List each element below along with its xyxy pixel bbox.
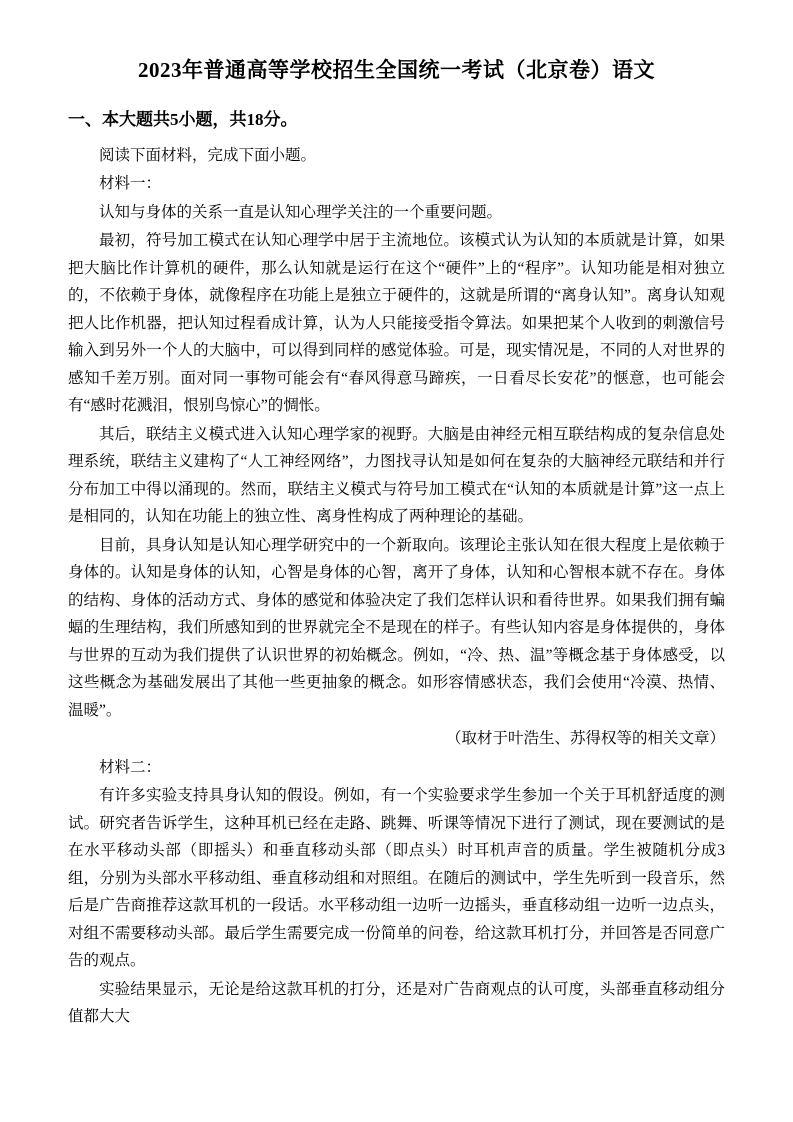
material-one-paragraph-2: 最初，符号加工模式在认知心理学中居于主流地位。该模式认为认知的本质就是计算，如果把大脑比作计算机的硬件，那么认知就是运行在这个“硬件”上的“程序”。认知功能是相对独立的，不依赖于身体，就像程序在功能上是独立于硬件的，这就是所谓的“离身认知”。离身认知观把人比作机器，把认知过程看成计算，认为人只能接受指令算法。如果把某个人收到的刺激信号输入到另外一个人的大脑中，可以得到同样的感觉体验。可是，现实情况是，不同的人对世界的感知千差万别。面对同一事物可能会有“春风得意马蹄疾，一日看尽长安花”的惬意，也可能会有“感时花溅泪，恨别鸟惊心”的惆怅。 — [68, 232, 725, 415]
material-one-label: 材料一： — [99, 175, 162, 193]
material-two-label: 材料二： — [99, 758, 162, 776]
material-two-paragraph-1: 有许多实验支持具身认知的假设。例如，有一个实验要求学生参加一个关于耳机舒适度的测试。研究者告诉学生，这种耳机已经在走路、跳舞、听课等情况下进行了测试，现在要测试的是在水平移动头部（即摇头）和垂直移动头部（即点头）时耳机声音的质量。学生被随机分成3组，分别为头部水平移动组、垂直移动组和对照组。在随后的测试中，学生先听到一段音乐，然后是广告商推荐这款耳机的一段话。水平移动组一边听一边摇头，垂直移动组一边听一边点头，对组不需要移动头部。最后学生需要完成一份简单的问卷，给这款耳机打分，并回答是否同意广告的观点。 — [68, 787, 725, 970]
material-two-paragraph-2: 实验结果显示，无论是给这款耳机的打分，还是对广告商观点的认可度，头部垂直移动组分值都大大 — [68, 980, 725, 1026]
section-heading: 一、本大题共5小题，共18分。 — [68, 110, 298, 130]
material-one-paragraph-3: 其后，联结主义模式进入认知心理学家的视野。大脑是由神经元相互联结构成的复杂信息处理系统，联结主义建构了“人工神经网络”，力图找寻认知是如何在复杂的大脑神经元联结和并行分布加工中得以涌现的。然而，联结主义模式与符号加工模式在“认知的本质就是计算”这一点上是相同的，认知在功能上的独立性、离身性构成了两种理论的基础。 — [68, 425, 725, 526]
material-one-paragraph-4: 目前，具身认知是认知心理学研究中的一个新取向。该理论主张认知在很大程度上是依赖于身体的。认知是身体的认知，心智是身体的心智，离开了身体，认知和心智根本就不存在。身体的结构、身体的活动方式、身体的感觉和体验决定了我们怎样认识和看待世界。如果我们拥有蝙蝠的生理结构，我们所感知到的世界就完全不是现在的样子。有些认知内容是身体提供的，身体与世界的互动为我们提供了认识世界的初始概念。例如，“冷、热、温”等概念基于身体感受，以这些概念为基础发展出了其他一些更抽象的概念。如形容情感状态，我们会使用“冷漠、热情、温暖”。 — [68, 536, 725, 719]
reading-instruction: 阅读下面材料，完成下面小题。 — [99, 146, 317, 164]
material-one-paragraph-1: 认知与身体的关系一直是认知心理学关注的一个重要问题。 — [99, 203, 503, 221]
material-one-attribution: （取材于叶浩生、苏得权等的相关文章） — [445, 730, 725, 748]
document-title: 2023年普通高等学校招生全国统一考试（北京卷）语文 — [138, 58, 655, 82]
